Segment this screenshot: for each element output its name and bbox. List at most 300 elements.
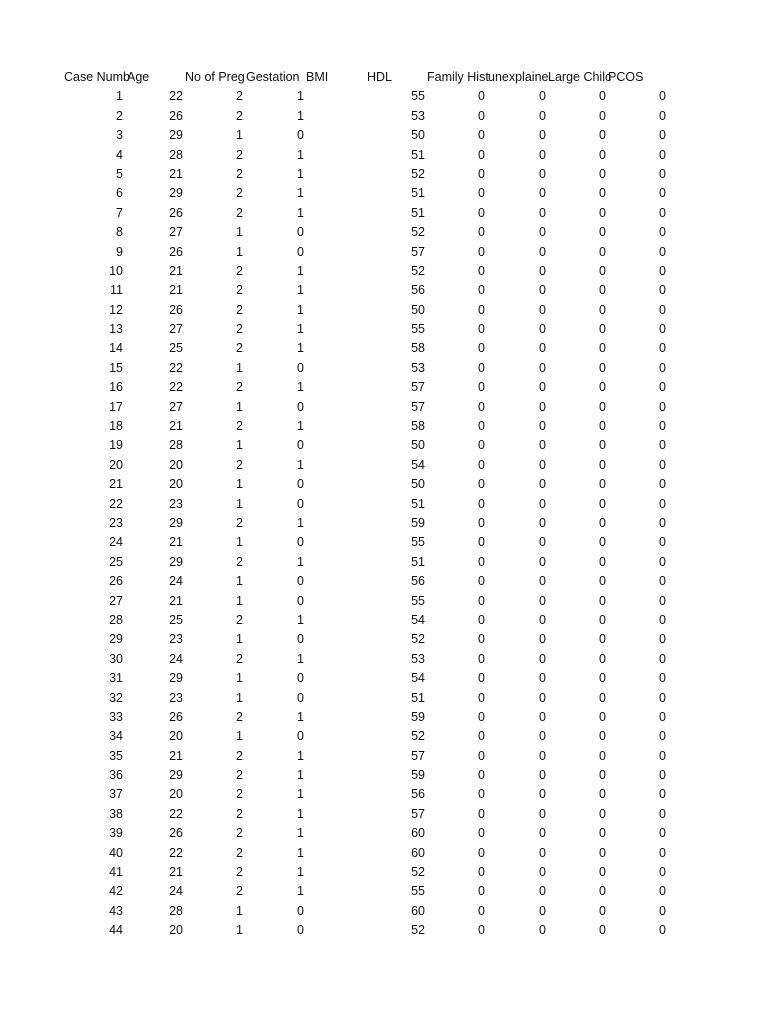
table-row	[0, 456, 768, 475]
cell-case-number: 42	[109, 884, 123, 899]
cell-hdl: 60	[411, 826, 425, 841]
table-row	[0, 320, 768, 339]
cell-hdl: 60	[411, 845, 425, 860]
cell-age: 25	[169, 341, 183, 356]
cell-age: 20	[169, 477, 183, 492]
cell-hdl: 54	[411, 671, 425, 686]
cell-pcos: 0	[659, 283, 666, 298]
cell-no-of-pregnancies: 1	[236, 671, 243, 686]
cell-pcos: 0	[659, 671, 666, 686]
cell-large-child: 0	[599, 263, 606, 278]
cell-gestation: 0	[297, 477, 304, 492]
cell-age: 28	[169, 438, 183, 453]
cell-age: 29	[169, 768, 183, 783]
cell-no-of-pregnancies: 2	[236, 457, 243, 472]
cell-family-history: 0	[478, 787, 485, 802]
table-row	[0, 747, 768, 766]
table-row	[0, 475, 768, 494]
cell-no-of-pregnancies: 1	[236, 903, 243, 918]
cell-case-number: 22	[109, 496, 123, 511]
cell-case-number: 38	[109, 806, 123, 821]
cell-no-of-pregnancies: 1	[236, 360, 243, 375]
cell-gestation: 1	[297, 419, 304, 434]
cell-pcos: 0	[659, 322, 666, 337]
cell-no-of-pregnancies: 2	[236, 341, 243, 356]
cell-large-child: 0	[599, 709, 606, 724]
cell-no-of-pregnancies: 2	[236, 186, 243, 201]
cell-unexplained: 0	[539, 612, 546, 627]
cell-pcos: 0	[659, 166, 666, 181]
header-row	[0, 68, 768, 87]
cell-hdl: 60	[411, 903, 425, 918]
cell-large-child: 0	[599, 806, 606, 821]
cell-family-history: 0	[478, 923, 485, 938]
header-bmi: BMI	[306, 70, 329, 84]
cell-case-number: 13	[109, 322, 123, 337]
cell-age: 26	[169, 709, 183, 724]
cell-family-history: 0	[478, 593, 485, 608]
cell-gestation: 1	[297, 322, 304, 337]
cell-unexplained: 0	[539, 923, 546, 938]
table-row	[0, 87, 768, 106]
cell-hdl: 53	[411, 360, 425, 375]
cell-case-number: 40	[109, 845, 123, 860]
table-row	[0, 708, 768, 727]
cell-age: 21	[169, 166, 183, 181]
cell-pcos: 0	[659, 612, 666, 627]
table-row	[0, 359, 768, 378]
cell-no-of-pregnancies: 1	[236, 128, 243, 143]
cell-large-child: 0	[599, 535, 606, 550]
cell-family-history: 0	[478, 128, 485, 143]
cell-gestation: 0	[297, 438, 304, 453]
cell-unexplained: 0	[539, 748, 546, 763]
cell-family-history: 0	[478, 186, 485, 201]
cell-large-child: 0	[599, 360, 606, 375]
cell-family-history: 0	[478, 438, 485, 453]
cell-large-child: 0	[599, 865, 606, 880]
cell-unexplained: 0	[539, 419, 546, 434]
table-row	[0, 902, 768, 921]
cell-large-child: 0	[599, 515, 606, 530]
cell-no-of-pregnancies: 1	[236, 225, 243, 240]
table-row	[0, 727, 768, 746]
cell-unexplained: 0	[539, 515, 546, 530]
cell-age: 29	[169, 128, 183, 143]
cell-large-child: 0	[599, 729, 606, 744]
cell-unexplained: 0	[539, 884, 546, 899]
cell-gestation: 1	[297, 108, 304, 123]
cell-case-number: 2	[116, 108, 123, 123]
cell-gestation: 1	[297, 205, 304, 220]
cell-gestation: 1	[297, 89, 304, 104]
table-row	[0, 844, 768, 863]
cell-large-child: 0	[599, 457, 606, 472]
cell-pcos: 0	[659, 263, 666, 278]
cell-age: 21	[169, 593, 183, 608]
cell-case-number: 14	[109, 341, 123, 356]
table-row	[0, 766, 768, 785]
cell-pcos: 0	[659, 554, 666, 569]
table-row	[0, 184, 768, 203]
cell-hdl: 55	[411, 89, 425, 104]
cell-pcos: 0	[659, 535, 666, 550]
cell-age: 27	[169, 225, 183, 240]
cell-large-child: 0	[599, 477, 606, 492]
cell-large-child: 0	[599, 748, 606, 763]
cell-unexplained: 0	[539, 632, 546, 647]
table-row	[0, 592, 768, 611]
cell-gestation: 0	[297, 244, 304, 259]
cell-case-number: 4	[116, 147, 123, 162]
cell-unexplained: 0	[539, 787, 546, 802]
cell-hdl: 51	[411, 690, 425, 705]
cell-age: 23	[169, 632, 183, 647]
cell-hdl: 51	[411, 554, 425, 569]
table-row	[0, 165, 768, 184]
table-row	[0, 921, 768, 940]
table-row	[0, 436, 768, 455]
header-case-number: Case Numb	[64, 70, 130, 84]
table-row	[0, 126, 768, 145]
table-row	[0, 223, 768, 242]
cell-hdl: 55	[411, 535, 425, 550]
table-row	[0, 378, 768, 397]
cell-pcos: 0	[659, 457, 666, 472]
cell-hdl: 52	[411, 729, 425, 744]
cell-family-history: 0	[478, 612, 485, 627]
cell-unexplained: 0	[539, 535, 546, 550]
cell-no-of-pregnancies: 2	[236, 205, 243, 220]
table-row	[0, 262, 768, 281]
cell-pcos: 0	[659, 108, 666, 123]
cell-hdl: 52	[411, 923, 425, 938]
cell-gestation: 0	[297, 574, 304, 589]
cell-no-of-pregnancies: 2	[236, 380, 243, 395]
cell-family-history: 0	[478, 302, 485, 317]
cell-pcos: 0	[659, 302, 666, 317]
cell-large-child: 0	[599, 845, 606, 860]
cell-large-child: 0	[599, 399, 606, 414]
cell-large-child: 0	[599, 923, 606, 938]
cell-age: 22	[169, 89, 183, 104]
header-unexplained: unexplaine	[488, 70, 549, 84]
cell-family-history: 0	[478, 322, 485, 337]
cell-hdl: 57	[411, 399, 425, 414]
cell-no-of-pregnancies: 2	[236, 651, 243, 666]
cell-large-child: 0	[599, 205, 606, 220]
cell-unexplained: 0	[539, 690, 546, 705]
cell-large-child: 0	[599, 768, 606, 783]
cell-gestation: 0	[297, 535, 304, 550]
cell-age: 28	[169, 903, 183, 918]
cell-family-history: 0	[478, 108, 485, 123]
cell-gestation: 1	[297, 612, 304, 627]
cell-unexplained: 0	[539, 341, 546, 356]
table-row	[0, 339, 768, 358]
cell-hdl: 57	[411, 806, 425, 821]
cell-age: 23	[169, 690, 183, 705]
cell-no-of-pregnancies: 1	[236, 632, 243, 647]
cell-hdl: 55	[411, 593, 425, 608]
cell-gestation: 0	[297, 593, 304, 608]
cell-age: 27	[169, 399, 183, 414]
cell-case-number: 24	[109, 535, 123, 550]
cell-case-number: 43	[109, 903, 123, 918]
cell-case-number: 17	[109, 399, 123, 414]
cell-family-history: 0	[478, 574, 485, 589]
cell-case-number: 39	[109, 826, 123, 841]
cell-case-number: 29	[109, 632, 123, 647]
cell-age: 20	[169, 729, 183, 744]
cell-case-number: 10	[109, 263, 123, 278]
cell-pcos: 0	[659, 826, 666, 841]
cell-case-number: 19	[109, 438, 123, 453]
cell-age: 21	[169, 865, 183, 880]
cell-unexplained: 0	[539, 845, 546, 860]
cell-age: 29	[169, 186, 183, 201]
cell-age: 29	[169, 554, 183, 569]
cell-large-child: 0	[599, 690, 606, 705]
cell-age: 26	[169, 108, 183, 123]
table-row	[0, 669, 768, 688]
cell-age: 27	[169, 322, 183, 337]
cell-case-number: 9	[116, 244, 123, 259]
cell-family-history: 0	[478, 515, 485, 530]
cell-large-child: 0	[599, 826, 606, 841]
cell-pcos: 0	[659, 89, 666, 104]
cell-age: 21	[169, 748, 183, 763]
cell-age: 20	[169, 457, 183, 472]
cell-unexplained: 0	[539, 186, 546, 201]
cell-pcos: 0	[659, 496, 666, 511]
header-gestation: Gestation	[246, 70, 300, 84]
cell-pcos: 0	[659, 865, 666, 880]
cell-unexplained: 0	[539, 283, 546, 298]
cell-family-history: 0	[478, 244, 485, 259]
cell-case-number: 34	[109, 729, 123, 744]
cell-no-of-pregnancies: 2	[236, 263, 243, 278]
cell-family-history: 0	[478, 360, 485, 375]
cell-large-child: 0	[599, 147, 606, 162]
cell-large-child: 0	[599, 554, 606, 569]
cell-hdl: 51	[411, 205, 425, 220]
cell-age: 21	[169, 535, 183, 550]
table-row	[0, 146, 768, 165]
cell-gestation: 1	[297, 380, 304, 395]
table-row	[0, 398, 768, 417]
cell-pcos: 0	[659, 515, 666, 530]
cell-gestation: 1	[297, 186, 304, 201]
header-family-history: Family Hist	[427, 70, 489, 84]
cell-family-history: 0	[478, 399, 485, 414]
cell-gestation: 0	[297, 923, 304, 938]
cell-gestation: 1	[297, 748, 304, 763]
table-row	[0, 107, 768, 126]
cell-unexplained: 0	[539, 477, 546, 492]
cell-family-history: 0	[478, 535, 485, 550]
cell-no-of-pregnancies: 2	[236, 147, 243, 162]
cell-gestation: 1	[297, 283, 304, 298]
cell-hdl: 51	[411, 186, 425, 201]
cell-age: 26	[169, 302, 183, 317]
cell-gestation: 1	[297, 263, 304, 278]
cell-large-child: 0	[599, 574, 606, 589]
cell-case-number: 32	[109, 690, 123, 705]
cell-pcos: 0	[659, 341, 666, 356]
spreadsheet-table	[0, 68, 768, 941]
table-row	[0, 882, 768, 901]
cell-case-number: 16	[109, 380, 123, 395]
cell-large-child: 0	[599, 302, 606, 317]
cell-case-number: 23	[109, 515, 123, 530]
cell-pcos: 0	[659, 380, 666, 395]
cell-case-number: 30	[109, 651, 123, 666]
header-pcos: PCOS	[608, 70, 644, 84]
cell-gestation: 0	[297, 632, 304, 647]
cell-gestation: 1	[297, 554, 304, 569]
cell-hdl: 59	[411, 709, 425, 724]
cell-gestation: 0	[297, 729, 304, 744]
cell-pcos: 0	[659, 477, 666, 492]
table-row	[0, 553, 768, 572]
cell-large-child: 0	[599, 671, 606, 686]
cell-hdl: 58	[411, 341, 425, 356]
cell-no-of-pregnancies: 2	[236, 89, 243, 104]
cell-family-history: 0	[478, 729, 485, 744]
cell-unexplained: 0	[539, 128, 546, 143]
cell-hdl: 54	[411, 457, 425, 472]
cell-no-of-pregnancies: 1	[236, 244, 243, 259]
cell-unexplained: 0	[539, 360, 546, 375]
cell-hdl: 57	[411, 244, 425, 259]
cell-gestation: 1	[297, 147, 304, 162]
cell-case-number: 25	[109, 554, 123, 569]
header-age: Age	[127, 70, 150, 84]
cell-no-of-pregnancies: 1	[236, 593, 243, 608]
cell-no-of-pregnancies: 2	[236, 554, 243, 569]
cell-unexplained: 0	[539, 865, 546, 880]
cell-no-of-pregnancies: 2	[236, 322, 243, 337]
cell-age: 24	[169, 651, 183, 666]
cell-no-of-pregnancies: 2	[236, 709, 243, 724]
cell-gestation: 1	[297, 884, 304, 899]
cell-no-of-pregnancies: 2	[236, 865, 243, 880]
cell-gestation: 1	[297, 709, 304, 724]
cell-age: 23	[169, 496, 183, 511]
cell-gestation: 0	[297, 128, 304, 143]
cell-gestation: 0	[297, 360, 304, 375]
cell-pcos: 0	[659, 438, 666, 453]
cell-pcos: 0	[659, 574, 666, 589]
cell-no-of-pregnancies: 2	[236, 515, 243, 530]
table-row	[0, 863, 768, 882]
cell-age: 26	[169, 244, 183, 259]
cell-age: 29	[169, 671, 183, 686]
cell-pcos: 0	[659, 787, 666, 802]
cell-pcos: 0	[659, 884, 666, 899]
cell-family-history: 0	[478, 89, 485, 104]
cell-age: 22	[169, 360, 183, 375]
cell-unexplained: 0	[539, 205, 546, 220]
cell-pcos: 0	[659, 419, 666, 434]
cell-pcos: 0	[659, 709, 666, 724]
cell-large-child: 0	[599, 128, 606, 143]
cell-case-number: 18	[109, 419, 123, 434]
cell-unexplained: 0	[539, 574, 546, 589]
cell-family-history: 0	[478, 671, 485, 686]
cell-family-history: 0	[478, 225, 485, 240]
cell-large-child: 0	[599, 787, 606, 802]
cell-age: 20	[169, 787, 183, 802]
header-large-child: Large Chilc	[548, 70, 612, 84]
cell-family-history: 0	[478, 496, 485, 511]
cell-unexplained: 0	[539, 166, 546, 181]
cell-case-number: 35	[109, 748, 123, 763]
table-row	[0, 204, 768, 223]
cell-pcos: 0	[659, 729, 666, 744]
table-row	[0, 417, 768, 436]
cell-age: 24	[169, 884, 183, 899]
cell-gestation: 0	[297, 399, 304, 414]
cell-large-child: 0	[599, 108, 606, 123]
cell-pcos: 0	[659, 225, 666, 240]
cell-case-number: 15	[109, 360, 123, 375]
cell-hdl: 57	[411, 380, 425, 395]
cell-hdl: 50	[411, 477, 425, 492]
cell-unexplained: 0	[539, 593, 546, 608]
cell-hdl: 54	[411, 612, 425, 627]
cell-hdl: 52	[411, 225, 425, 240]
table-row	[0, 650, 768, 669]
cell-case-number: 3	[116, 128, 123, 143]
cell-age: 21	[169, 263, 183, 278]
cell-pcos: 0	[659, 748, 666, 763]
cell-case-number: 28	[109, 612, 123, 627]
cell-hdl: 50	[411, 302, 425, 317]
cell-hdl: 56	[411, 787, 425, 802]
cell-no-of-pregnancies: 1	[236, 535, 243, 550]
table-row	[0, 243, 768, 262]
cell-family-history: 0	[478, 826, 485, 841]
cell-hdl: 51	[411, 147, 425, 162]
table-row	[0, 572, 768, 591]
cell-case-number: 12	[109, 302, 123, 317]
cell-no-of-pregnancies: 2	[236, 612, 243, 627]
header-no-of-pregnancies: No of Preg	[185, 70, 245, 84]
cell-hdl: 53	[411, 108, 425, 123]
cell-pcos: 0	[659, 845, 666, 860]
cell-large-child: 0	[599, 89, 606, 104]
cell-hdl: 50	[411, 128, 425, 143]
cell-no-of-pregnancies: 2	[236, 768, 243, 783]
cell-large-child: 0	[599, 225, 606, 240]
cell-unexplained: 0	[539, 903, 546, 918]
cell-case-number: 11	[110, 283, 123, 298]
cell-no-of-pregnancies: 1	[236, 496, 243, 511]
table-row	[0, 805, 768, 824]
cell-age: 21	[169, 419, 183, 434]
cell-no-of-pregnancies: 2	[236, 302, 243, 317]
cell-gestation: 1	[297, 806, 304, 821]
cell-large-child: 0	[599, 419, 606, 434]
cell-large-child: 0	[599, 593, 606, 608]
cell-gestation: 1	[297, 515, 304, 530]
table-row	[0, 611, 768, 630]
cell-no-of-pregnancies: 2	[236, 806, 243, 821]
cell-no-of-pregnancies: 2	[236, 845, 243, 860]
cell-no-of-pregnancies: 2	[236, 787, 243, 802]
